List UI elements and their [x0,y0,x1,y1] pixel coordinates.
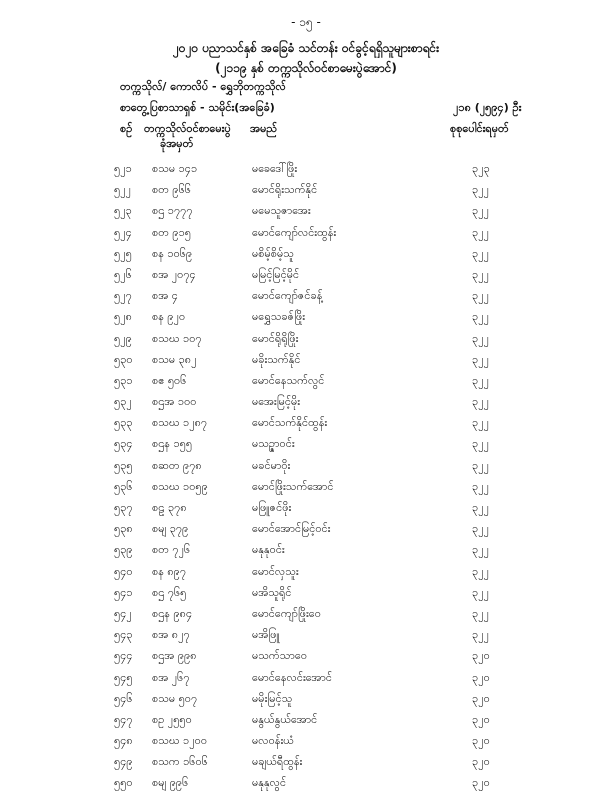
row-score: ၃၂၂ [472,543,489,557]
row-number: ၅၃၅ [114,458,133,472]
row-number: ၅၂၅ [114,246,132,260]
row-roll-number: စဌအ ၉၉၈ [152,649,197,663]
row-number: ၅၄၂ [114,606,132,620]
table-row [0,671,612,692]
row-number: ၅၄၄ [114,649,133,663]
document-title: ၂၀၂၀ ပညာသင်နှစ် အခြေခံ သင်တန်း ဝင်ခွင့်ရရှိသူများစာရင်း [172,41,440,55]
row-roll-number: စသဃ ၁၂၀၀ [152,734,208,748]
row-roll-number: စဌအ ၁၀၀ [152,395,197,409]
row-score: ၃၂၀ [472,734,490,748]
row-name: မောင်ရိုရိုဖြိုး [252,331,299,345]
row-score: ၃၂၂ [472,246,489,260]
table-row [0,734,612,755]
university-label: တက္ကသိုလ်/ ကောလိပ် - ရွှေဘိုတက္ကသိုလ် [120,80,286,93]
row-number: ၅၂၃ [114,204,132,218]
column-header-roll-line2: ခုံအမှတ် [160,137,194,150]
row-roll-number: စဌန ၉၈၄ [152,606,193,620]
row-roll-number: စသဃ ၁၀၅၉ [152,479,208,493]
table-row [0,416,612,437]
row-roll-number: စသမ ၁၄၁ [152,162,198,175]
table-row [0,437,612,458]
row-number: ၅၄၇ [114,712,133,726]
row-roll-number: စအ ၄ [152,289,178,303]
row-score: ၃၂၀ [472,670,490,684]
row-score: ၃၂၃ [472,162,490,175]
row-number: ၅၄၅ [114,670,133,684]
row-score: ၃၂၀ [472,649,490,663]
row-score: ၃၂၂ [472,395,489,409]
row-number: ၅၃၄ [114,437,133,451]
row-score: ၃၂၂ [472,458,489,472]
row-name: မအေးမြင့်မိုး [252,395,301,409]
row-name: မောင်အောင်မြင့်ဝင်း [252,522,331,536]
table-row [0,501,612,522]
row-roll-number: စအ ၈၂၇ [152,628,190,642]
table-row [0,310,612,331]
row-score: ၃၂၂ [472,225,489,239]
row-name: မမြင့်မြင့်မိုင် [252,267,300,281]
row-number: ၅၂၆ [114,267,132,281]
row-number: ၅၃၇ [114,501,133,514]
row-score: ၃၂၂ [472,628,489,642]
document-subtitle: (၂၁၁၉ နှစ် တက္ကသိုလ်ဝင်စာမေးပွဲအောင်) [215,61,397,75]
row-roll-number: စဌ ၇၆၅ [152,585,187,599]
row-roll-number: စသက ၁၆၀၆ [152,755,208,769]
row-roll-number: စတ ၇၂၆ [152,543,191,557]
row-number: ၅၃၆ [114,479,133,493]
row-number: ၅၂၇ [114,289,132,303]
total-count: ၂၁၈ (၂၅၉၄) ဦး [453,101,522,114]
table-row [0,247,612,268]
row-roll-number: စဌန ၁၅၅ [152,437,193,451]
table-row [0,204,612,225]
row-roll-number: စဥ ၂၅၅၀ [152,712,192,726]
table-row [0,692,612,713]
table-row [0,374,612,395]
row-roll-number: စန ၁၀၆၉ [152,246,193,260]
page-number: - ၁၅ - [291,15,321,29]
row-name: မမိုးမြင့်သူ [252,691,293,705]
row-score: ၃၂၂ [472,289,489,303]
row-score: ၃၂၂ [472,267,489,281]
row-number: ၅၂၉ [114,331,132,345]
row-name: မသဥ္ဇာဝင်း [252,437,295,451]
row-number: ၅၄၉ [114,755,133,769]
row-roll-number: စဆတ ၉၇၈ [152,458,202,472]
table-row [0,268,612,289]
row-roll-number: စဠ ၃၇၈ [152,501,187,514]
row-name: မဖြူဇင်ဖိုး [252,501,292,514]
row-score: ၃၂၀ [472,691,490,705]
table-row [0,183,612,204]
row-score: ၃၂၂ [472,522,489,536]
row-name: မစိမ့်စိမ့်သူ [252,246,294,260]
table-row [0,586,612,607]
row-name: မချယ်ရီထွန်း [252,755,303,769]
row-number: ၅၃၈ [114,522,133,536]
table-row [0,755,612,776]
column-header-no: စဉ် [120,122,133,135]
row-number: ၅၃၁ [114,373,133,387]
row-roll-number: စအ ၂၀၇၄ [152,267,196,281]
table-row [0,713,612,734]
row-name: မနုနုလွင် [252,776,287,790]
table-row [0,776,612,797]
table-row [0,628,612,649]
row-name: မနွယ်နွယ်အောင် [252,712,318,726]
row-name: မောင်နေလင်းအောင် [252,670,333,684]
table-row [0,522,612,543]
row-number: ၅၂၁ [114,162,132,175]
row-number: ၅၃၃ [114,416,133,430]
row-number: ၅၄၈ [114,734,133,748]
row-score: ၃၂၀ [472,712,490,726]
table-row [0,395,612,416]
table-row [0,226,612,247]
table-row [0,543,612,564]
table-row [0,565,612,586]
row-name: မောင်နေသက်လွင် [252,373,325,387]
table-row [0,162,612,183]
row-roll-number: စသဃ ၁၀၇ [152,331,202,345]
row-name: မခင်မာဝိုး [252,458,291,472]
row-number: ၅၄၃ [114,628,133,642]
row-score: ၃၂၂ [472,204,489,218]
row-number: ၅၃၂ [114,395,132,409]
row-roll-number: စန ၉၂၀ [152,310,186,324]
row-number: ၅၂၂ [114,183,131,197]
row-score: ၃၂၂ [472,585,489,599]
row-roll-number: စအ ၂၆၇ [152,670,190,684]
row-number: ၅၃၉ [114,543,133,557]
row-name: မောင်ဖြိုးသက်အောင် [252,479,334,493]
row-number: ၅၅၀ [114,776,133,790]
row-number: ၅၃၀ [114,352,133,366]
row-name: မအိသူရိုင် [252,585,292,599]
row-name: မောင်ကျော်ဖြိုးဝေ [252,606,321,620]
row-score: ၃၂၂ [472,352,489,366]
table-row [0,332,612,353]
row-score: ၃၂၂ [472,501,489,514]
row-name: မသက်သာဝေ [252,649,307,663]
row-name: မလဝန်းယံ [252,734,294,748]
row-name: မောင်လှသူး [252,564,299,578]
column-header-score: စုစုပေါင်းရမှတ် [450,122,509,135]
table-row [0,459,612,480]
results-table [0,162,612,798]
row-score: ၃၂၂ [472,564,489,578]
row-name: မခိုးသက်နိုင် [252,352,301,366]
column-header-roll: တက္ကသိုလ်ဝင်စာမေးပွဲ [144,122,231,135]
table-row [0,607,612,628]
row-score: ၃၂၂ [472,606,489,620]
row-score: ၃၂၂ [472,479,489,493]
row-name: မောင်သက်နိုင်ထွန်း [252,416,328,430]
table-row [0,289,612,310]
row-number: ၅၄၆ [114,691,133,705]
row-roll-number: စမျ ၉၉၆ [152,776,189,790]
row-roll-number: စမျ ၃၇၉ [152,522,189,536]
column-header-name: အမည် [250,122,278,135]
row-name: မောင်ကျော်လင်းထွန်း [252,225,337,239]
row-name: မအိဖြူ [252,628,280,642]
row-name: မခေဒေါ်ဖြိုး [252,162,298,175]
row-name: မနုနုဝင်း [252,543,285,557]
subject-label: စာတွေ့ပြစာသာရှစ် - သမိုင်း(အခြေခံ) [120,101,275,114]
row-roll-number: စဧ ၅၀၆ [152,373,187,387]
table-row [0,480,612,501]
row-score: ၃၂၂ [472,183,489,197]
table-row [0,649,612,670]
row-score: ၃၂၀ [472,755,490,769]
row-score: ၃၂၂ [472,437,489,451]
row-roll-number: စသမ ၃၈၂ [152,352,197,366]
row-roll-number: စဌ ၁၇၇၇ [152,204,193,218]
row-number: ၅၄၁ [114,585,133,599]
row-roll-number: စတ ၉၁၅ [152,225,191,239]
row-roll-number: စန ၈၉၇ [152,564,187,578]
row-name: မောင်ကျော်ဇင်ခန့် [252,289,323,303]
row-roll-number: စတ ၉၆၆ [152,183,191,197]
row-roll-number: စသမ ၅၀၇ [152,691,198,705]
row-number: ၅၂၈ [114,310,132,324]
row-name: မရွှေသခဇ်ဖြိုး [252,310,306,324]
row-roll-number: စသဃ ၁၂၈၇ [152,416,208,430]
row-name: မောင်ရိုးသက်နိုင် [252,183,318,197]
row-score: ၃၂၂ [472,416,489,430]
row-score: ၃၂၂ [472,331,489,345]
row-name: မမေသူဇာအေး [252,204,311,218]
row-number: ၅၂၄ [114,225,132,239]
row-number: ၅၄၀ [114,564,133,578]
row-score: ၃၂၀ [472,776,490,790]
row-score: ၃၂၂ [472,310,489,324]
table-row [0,353,612,374]
row-score: ၃၂၂ [472,373,489,387]
